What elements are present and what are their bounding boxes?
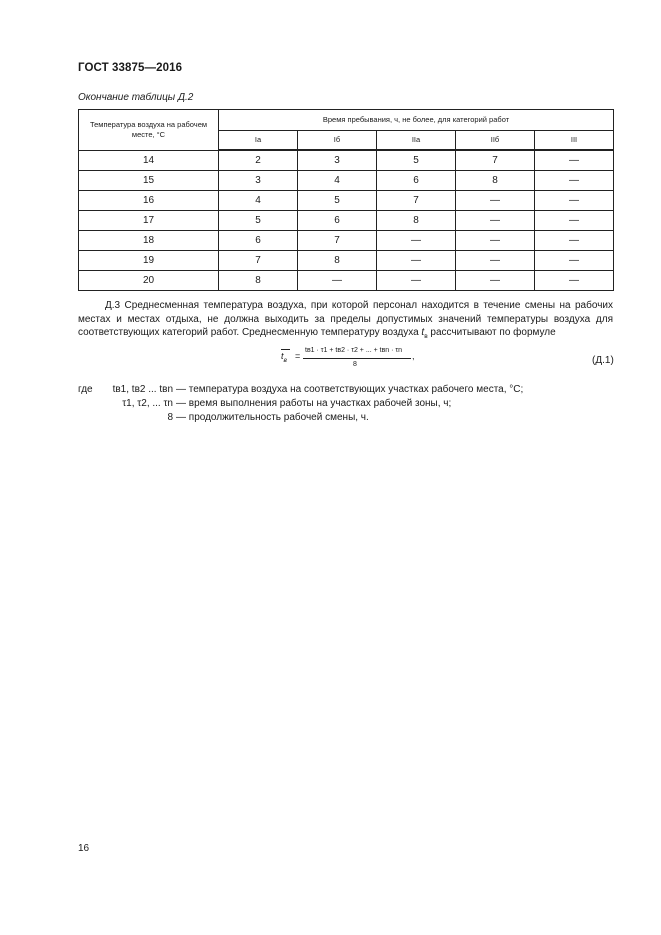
- table-cell: 5: [377, 150, 456, 171]
- table-cell: —: [456, 271, 535, 291]
- category-header: Iб: [298, 131, 377, 151]
- temperature-symbol: t: [421, 327, 425, 338]
- legend-lead: где: [78, 384, 93, 395]
- table-row: [79, 211, 614, 231]
- section-paragraph: [78, 299, 613, 344]
- table-cell: 6: [298, 211, 377, 231]
- table-cell: —: [377, 251, 456, 271]
- document-header: ГОСТ 33875—2016: [78, 62, 183, 74]
- table-cell: 6: [219, 231, 298, 251]
- page-number: 16: [78, 843, 90, 854]
- table-cell: 19: [79, 251, 219, 271]
- table-cell: 7: [298, 231, 377, 251]
- table-cell: —: [535, 251, 614, 271]
- fraction-bar: [303, 358, 411, 359]
- paragraph-text-end: рассчитывают по формуле: [427, 327, 556, 338]
- category-header: III: [535, 131, 614, 151]
- formula-equals: =: [295, 351, 301, 361]
- table-row: [79, 150, 614, 171]
- table-cell: —: [535, 231, 614, 251]
- formula: [281, 347, 421, 373]
- table-row: [79, 251, 614, 271]
- table-cell: 3: [219, 171, 298, 191]
- table-cell: —: [456, 231, 535, 251]
- formula-number: (Д.1): [592, 355, 614, 366]
- formula-trailing: ,: [412, 351, 415, 361]
- table-cell: 7: [219, 251, 298, 271]
- table-cell: 8: [456, 171, 535, 191]
- legend-symbol: 8: [167, 412, 173, 423]
- table-cell: 3: [298, 150, 377, 171]
- table-cell: —: [456, 191, 535, 211]
- table-cell: 8: [377, 211, 456, 231]
- table-cell: 5: [219, 211, 298, 231]
- formula-numerator: tв1 · τ1 + tв2 · τ2 + ... + tвn · τn: [305, 347, 403, 354]
- table-cell: 5: [298, 191, 377, 211]
- table-cell: —: [535, 171, 614, 191]
- table-cell: 20: [79, 271, 219, 291]
- legend-symbol: τ1, τ2, ... τn: [122, 398, 173, 409]
- residence-time-table: [78, 109, 614, 291]
- table-cell: —: [535, 191, 614, 211]
- table-cell: 14: [79, 150, 219, 171]
- table-cell: —: [377, 231, 456, 251]
- category-header: IIб: [456, 131, 535, 151]
- legend-description: — время выполнения работы на участках рабочей зоны, ч;: [176, 398, 452, 409]
- table-cell: 4: [298, 171, 377, 191]
- table-cell: 17: [79, 211, 219, 231]
- table-row: [79, 231, 614, 251]
- table-cell: —: [456, 251, 535, 271]
- table-row: [79, 191, 614, 211]
- legend-symbol: tв1, tв2 ... tвn: [112, 384, 173, 395]
- time-group-header: Время пребывания, ч, не более, для категорий работ: [219, 110, 614, 131]
- formula-denominator: 8: [353, 361, 357, 368]
- table-cell: 18: [79, 231, 219, 251]
- table-row: [79, 171, 614, 191]
- table-cell: —: [298, 271, 377, 291]
- table-cell: —: [535, 271, 614, 291]
- table-cell: 16: [79, 191, 219, 211]
- category-header: IIа: [377, 131, 456, 151]
- table-cell: 6: [377, 171, 456, 191]
- table-caption: Окончание таблицы Д.2: [78, 92, 194, 103]
- temperature-column-header: Температура воздуха на рабочем месте, °С: [79, 110, 219, 151]
- table-cell: 2: [219, 150, 298, 171]
- temperature-symbol-subscript: в: [424, 333, 428, 340]
- table-cell: 4: [219, 191, 298, 211]
- table-cell: 15: [79, 171, 219, 191]
- table-row: [79, 271, 614, 291]
- legend-description: — продолжительность рабочей смены, ч.: [176, 412, 369, 423]
- table-cell: 7: [377, 191, 456, 211]
- table-cell: —: [535, 211, 614, 231]
- category-header: Iа: [219, 131, 298, 151]
- formula-lhs: $t_в$: [281, 351, 287, 364]
- legend-description: — температура воздуха на соответствующих участках рабочего места, °С;: [176, 384, 524, 395]
- table-cell: 8: [298, 251, 377, 271]
- table-cell: 7: [456, 150, 535, 171]
- table-cell: —: [377, 271, 456, 291]
- table-cell: —: [456, 211, 535, 231]
- table-cell: 8: [219, 271, 298, 291]
- paragraph-text: Д.3 Среднесменная температура воздуха, при которой персонал находится в течение смены на рабочих местах и местах отдыха, не должна выходить за пределы допустимых значений температуры воздуха для соответствующих категорий работ. Среднесменную температуру воздуха: [78, 300, 613, 338]
- table-cell: —: [535, 150, 614, 171]
